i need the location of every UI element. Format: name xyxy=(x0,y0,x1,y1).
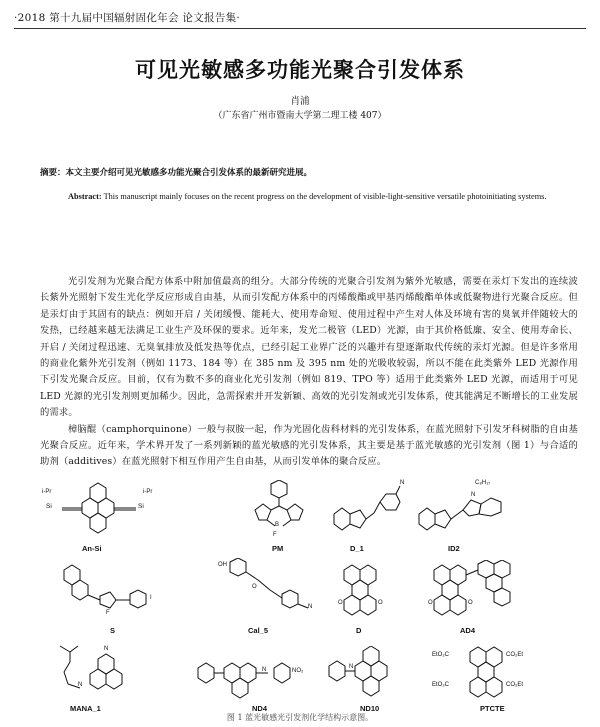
atom-label: N xyxy=(471,492,476,498)
structure-cal5 xyxy=(200,558,330,620)
atom-label: O xyxy=(468,600,473,606)
label-pm: PM xyxy=(272,544,284,553)
label-nd10: ND10 xyxy=(360,704,380,713)
paper-title: 可见光敏感多功能光聚合引发体系 xyxy=(135,58,465,82)
abstract-en xyxy=(40,190,570,204)
atom-label: OH xyxy=(218,562,227,568)
atom-label: O xyxy=(338,600,343,606)
structure-d xyxy=(330,560,400,622)
structure-ad4 xyxy=(420,560,530,622)
label-nd4: ND4 xyxy=(252,704,268,713)
label-an-si: An-Si xyxy=(82,544,102,553)
structure-mana1 xyxy=(50,642,160,700)
structure-pm xyxy=(245,480,310,540)
label-ptcte: PTCTE xyxy=(480,704,505,713)
body-paragraph-2: 樟脑醌（camphorquinone）一般与叔胺一起，作为光固化齿科材料的光引发体系，在蓝光照射下引发牙科树脂的自由基光聚合反应。近年来，学术界开发了一系列新颖的蓝光敏感的光引发体系，其主要是基于蓝光敏感的光引发剂（图 1）与合适的助剂（additives）在蓝光照射下相互作用产生自由基，从而引发单体的聚合反应。 xyxy=(40,423,578,468)
structure-id2 xyxy=(415,480,525,540)
paper-affiliation: （广东省广州市暨南大学第二理工楼 407） xyxy=(213,111,387,121)
atom-label: N xyxy=(78,682,83,688)
atom-label: F xyxy=(273,532,277,538)
header-rule xyxy=(14,28,586,29)
figure-caption: 图 1 蓝光敏感光引发剂化学结构示意图。 xyxy=(226,713,374,722)
paper-author: 肖浦 xyxy=(290,96,310,107)
atom-label: C₈H₁₇ xyxy=(475,480,491,486)
atom-label: i-Pr xyxy=(143,489,153,495)
atom-label: O xyxy=(428,600,433,606)
abstract-en-text: This manuscript mainly focuses on the recent progress on the development of visible-light-sensitive versatile photoinitiating systems. xyxy=(103,192,547,201)
abstract-cn: 摘要：本文主要介绍可见光敏感多功能光聚合引发体系的最新研究进展。 xyxy=(40,168,313,178)
label-d: D xyxy=(356,626,362,635)
atom-label: EtO₂C xyxy=(432,652,449,658)
label-mana1: MANA_1 xyxy=(70,704,101,713)
atom-label: Si xyxy=(138,503,144,510)
structure-d1 xyxy=(330,480,415,540)
atom-label: NO₂ xyxy=(292,668,304,674)
label-ad4: AD4 xyxy=(460,626,476,635)
atom-label: Si xyxy=(46,503,52,510)
structure-nd10 xyxy=(325,646,415,702)
structure-nd4 xyxy=(190,652,320,702)
structure-ptcte xyxy=(430,642,560,702)
atom-label: I xyxy=(150,595,152,601)
atom-label: N xyxy=(349,664,354,670)
structure-s xyxy=(50,560,170,620)
label-d1: D_1 xyxy=(350,544,364,553)
label-cal5: Cal_5 xyxy=(248,626,269,635)
atom-label: N xyxy=(104,646,109,652)
structure-an-si xyxy=(40,480,165,538)
atom-label: CO₂Et xyxy=(506,652,523,658)
atom-label: i-Pr xyxy=(42,489,52,495)
atom-label: CO₂Et xyxy=(506,682,523,688)
label-s: S xyxy=(110,626,116,635)
atom-label: O xyxy=(252,584,257,590)
atom-label: N xyxy=(262,667,267,673)
atom-label: B xyxy=(275,522,280,528)
label-id2: ID2 xyxy=(448,544,460,553)
figure-1 xyxy=(30,480,580,713)
atom-label: F xyxy=(106,610,110,616)
atom-label: O xyxy=(378,600,383,606)
running-header: ·2018 第十九届中国辐射固化年会 论文报告集· xyxy=(14,12,241,24)
body-paragraph-1: 光引发剂为光聚合配方体系中附加值最高的组分。大部分传统的光聚合引发剂为紫外光敏感，需要在汞灯下发出的连续波长紫外光照射下发生光化学反应形成自由基，从而引发配方体系中的丙烯酸酯或甲基丙烯酸酯单体或低聚物进行光聚合反应。但是汞灯由于其固有的缺点：例如开启 / 关闭缓慢、能耗大、使用寿命短、使用过程中产生对人体及环境有害的臭氧并伴随较大的发热，已经越来越无法满足工业生产及环保的要求。近年来，发光二极管（LED）光源，由于其价格低廉、安全、使用寿命长、开启 / 关闭过程迅速、无臭氧排放及低发热等优点，已经引起工业界广泛的兴趣并有望逐渐取代传统的汞灯光源。但是许多常用的商业化紫外光引发剂（例如 1173、184 等）在 385 nm 及 395 nm 处的光吸收较弱，所以不能在此类紫外 LED 光源作用下引发光聚合反应。目前，仅有为数不多的商业化光引发剂（例如 819、TPO 等）适用于此类紫外 LED 光源，而适用于可见 LED 光源的光引发剂则更加稀少。因此，急需探索并开发新颖、高效的光引发剂或光引发体系，使其能满足不断增长的工业发展的需求。 xyxy=(40,276,578,419)
atom-label: EtO₂C xyxy=(432,682,449,688)
atom-label: N xyxy=(308,604,313,610)
atom-label: N xyxy=(400,480,405,486)
abstract-en-label: Abstract: xyxy=(68,192,102,201)
body-text xyxy=(40,274,578,471)
